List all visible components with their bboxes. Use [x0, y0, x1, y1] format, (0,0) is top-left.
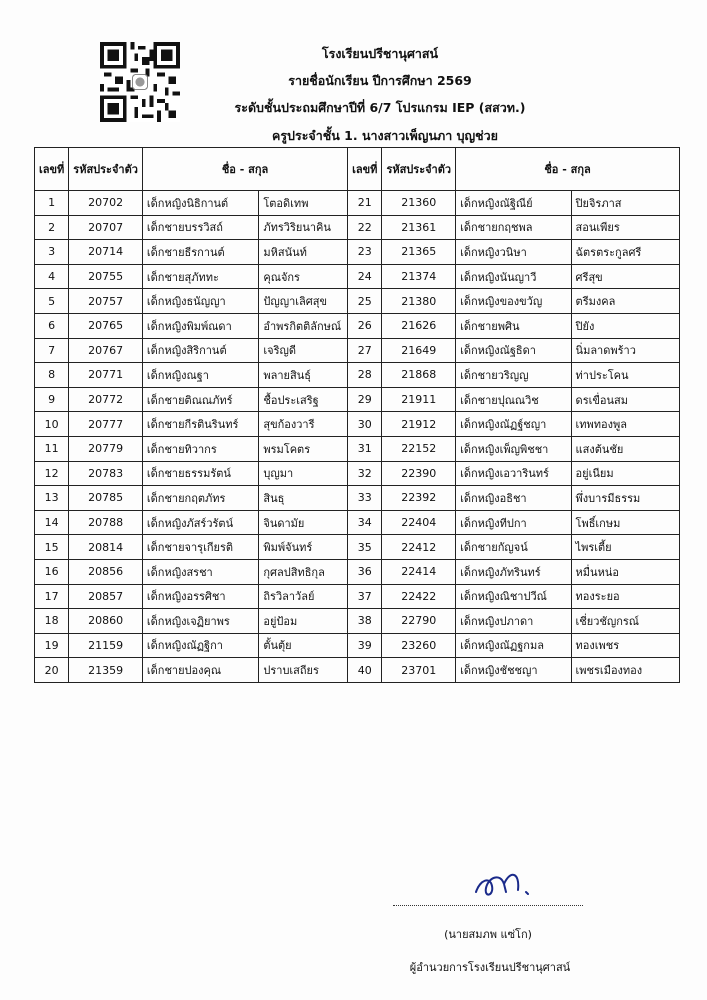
student-code: 20765	[69, 313, 143, 338]
student-number: 16	[35, 559, 69, 584]
student-first-name: เด็กชายสุภัททะ	[142, 264, 258, 289]
student-last-name: จินดามัย	[259, 510, 348, 535]
student-first-name: เด็กหญิงทีปกา	[456, 510, 571, 535]
table-row	[35, 363, 680, 388]
student-last-name: คุณจักร	[259, 264, 348, 289]
student-first-name: เด็กชายปองคุณ	[142, 658, 258, 683]
student-first-name: เด็กชายกีรตินรินทร์	[142, 412, 258, 437]
student-number: 28	[348, 363, 382, 388]
student-first-name: เด็กชายบรรวิสถ์	[142, 215, 258, 240]
student-last-name: ปราบเสถียร	[259, 658, 348, 683]
table-row	[35, 387, 680, 412]
student-number: 12	[35, 461, 69, 486]
student-number: 2	[35, 215, 69, 240]
student-number: 32	[348, 461, 382, 486]
table-row	[35, 535, 680, 560]
student-first-name: เด็กหญิงธนัญญา	[142, 289, 258, 314]
student-number: 11	[35, 436, 69, 461]
table-row	[35, 412, 680, 437]
student-first-name: เด็กชายติณณภัทร์	[142, 387, 258, 412]
student-last-name: กุศลปสิทธิกุล	[259, 559, 348, 584]
student-first-name: เด็กหญิงณัฐธิดา	[456, 338, 571, 363]
student-code: 20779	[69, 436, 143, 461]
student-last-name: อยู่ป้อม	[259, 609, 348, 634]
table-row	[35, 584, 680, 609]
student-first-name: เด็กหญิงณิชาปวีณ์	[456, 584, 571, 609]
student-last-name: ท่าประโคน	[571, 363, 679, 388]
school-name: โรงเรียนปรีชานุศาสน์	[321, 46, 439, 61]
student-number: 20	[35, 658, 69, 683]
class-level: ระดับชั้นประถมศึกษาปีที่ 6/7 โปรแกรม IEP (สสวท.)	[234, 100, 526, 115]
student-first-name: เด็กหญิงของขวัญ	[456, 289, 571, 314]
student-first-name: เด็กหญิงปภาดา	[456, 609, 571, 634]
student-code: 20702	[69, 191, 143, 216]
student-code: 22790	[382, 609, 456, 634]
table-row	[35, 486, 680, 511]
student-code: 22404	[382, 510, 456, 535]
student-code: 21868	[382, 363, 456, 388]
student-first-name: เด็กหญิงณฐา	[142, 363, 258, 388]
student-number: 10	[35, 412, 69, 437]
student-first-name: เด็กหญิงอธิชา	[456, 486, 571, 511]
student-last-name: ปิยจิรภาส	[571, 191, 679, 216]
student-first-name: เด็กหญิงเจฏิยาพร	[142, 609, 258, 634]
student-code: 21911	[382, 387, 456, 412]
student-code: 22422	[382, 584, 456, 609]
student-number: 7	[35, 338, 69, 363]
student-code: 20857	[69, 584, 143, 609]
student-code: 20757	[69, 289, 143, 314]
signatory-name: (นายสมภพ แซ่โก)	[444, 928, 532, 941]
header-code: รหัสประจำตัว	[69, 148, 143, 191]
table-row	[35, 289, 680, 314]
student-number: 6	[35, 313, 69, 338]
table-row	[35, 559, 680, 584]
student-last-name: ฉัตรตระกูลศรี	[571, 240, 679, 265]
table-row	[35, 191, 680, 216]
student-first-name: เด็กชายปุณณวิช	[456, 387, 571, 412]
student-last-name: พรมโคตร	[259, 436, 348, 461]
student-number: 13	[35, 486, 69, 511]
student-number: 22	[348, 215, 382, 240]
student-last-name: บุญมา	[259, 461, 348, 486]
student-number: 19	[35, 633, 69, 658]
student-number: 37	[348, 584, 382, 609]
student-last-name: อำพรกิตติลักษณ์	[259, 313, 348, 338]
header-name: ชื่อ - สกุล	[142, 148, 347, 191]
student-roster-table	[34, 147, 680, 683]
student-code: 20755	[69, 264, 143, 289]
student-last-name: สอนเพียร	[571, 215, 679, 240]
signature-mark	[470, 862, 540, 902]
student-last-name: ชื้อประเสริฐ	[259, 387, 348, 412]
qr-code-icon	[100, 42, 180, 122]
student-last-name: ปิยัง	[571, 313, 679, 338]
student-code: 21361	[382, 215, 456, 240]
student-number: 24	[348, 264, 382, 289]
student-number: 18	[35, 609, 69, 634]
student-first-name: เด็กชายธรรมรัตน์	[142, 461, 258, 486]
student-first-name: เด็กชายกฤชพล	[456, 215, 571, 240]
student-number: 29	[348, 387, 382, 412]
student-first-name: เด็กหญิงเพ็ญพิชชา	[456, 436, 571, 461]
signatory-title: ผู้อำนวยการโรงเรียนปรีชานุศาสน์	[409, 961, 571, 974]
student-code: 20814	[69, 535, 143, 560]
header-no: เลขที่	[348, 148, 382, 191]
header-code: รหัสประจำตัว	[382, 148, 456, 191]
student-number: 27	[348, 338, 382, 363]
table-header-row	[35, 148, 680, 191]
student-last-name: ไพรเตี้ย	[571, 535, 679, 560]
table-row	[35, 658, 680, 683]
student-number: 40	[348, 658, 382, 683]
student-last-name: หมื่นหน่อ	[571, 559, 679, 584]
student-number: 31	[348, 436, 382, 461]
table-row	[35, 609, 680, 634]
student-code: 20707	[69, 215, 143, 240]
student-last-name: สินธุ	[259, 486, 348, 511]
student-first-name: เด็กชายทิวากร	[142, 436, 258, 461]
student-first-name: เด็กหญิงภัทรินทร์	[456, 559, 571, 584]
student-number: 34	[348, 510, 382, 535]
table-row	[35, 461, 680, 486]
student-code: 20785	[69, 486, 143, 511]
student-number: 9	[35, 387, 69, 412]
student-first-name: เด็กหญิงวนิษา	[456, 240, 571, 265]
student-first-name: เด็กหญิงอรรศิชา	[142, 584, 258, 609]
student-last-name: ถิรวิลาวัลย์	[259, 584, 348, 609]
table-row	[35, 264, 680, 289]
student-code: 20767	[69, 338, 143, 363]
student-code: 20714	[69, 240, 143, 265]
student-code: 21649	[382, 338, 456, 363]
student-number: 23	[348, 240, 382, 265]
student-number: 8	[35, 363, 69, 388]
student-last-name: พลายสินธุ์	[259, 363, 348, 388]
student-first-name: เด็กหญิงนิธิกานต์	[142, 191, 258, 216]
student-code: 20860	[69, 609, 143, 634]
student-number: 17	[35, 584, 69, 609]
student-code: 20772	[69, 387, 143, 412]
student-first-name: เด็กชายพศิน	[456, 313, 571, 338]
student-code: 22390	[382, 461, 456, 486]
student-first-name: เด็กชายกัญจน์	[456, 535, 571, 560]
student-number: 26	[348, 313, 382, 338]
student-last-name: นิ่มลาดพร้าว	[571, 338, 679, 363]
student-code: 21912	[382, 412, 456, 437]
signature-line	[393, 905, 583, 906]
table-row	[35, 338, 680, 363]
student-code: 23260	[382, 633, 456, 658]
student-code: 22392	[382, 486, 456, 511]
student-last-name: ปัญญาเลิศสุข	[259, 289, 348, 314]
student-last-name: เพชรเมืองทอง	[571, 658, 679, 683]
student-number: 36	[348, 559, 382, 584]
student-number: 35	[348, 535, 382, 560]
student-first-name: เด็กชายจารุเกียรติ	[142, 535, 258, 560]
student-first-name: เด็กหญิงเอวารินทร์	[456, 461, 571, 486]
student-code: 23701	[382, 658, 456, 683]
student-last-name: ตรีมงคล	[571, 289, 679, 314]
student-code: 21380	[382, 289, 456, 314]
student-number: 30	[348, 412, 382, 437]
student-first-name: เด็กชายกฤตภัทร	[142, 486, 258, 511]
table-row	[35, 215, 680, 240]
student-number: 33	[348, 486, 382, 511]
table-row	[35, 436, 680, 461]
student-last-name: โพธิ์เกษม	[571, 510, 679, 535]
student-code: 21159	[69, 633, 143, 658]
student-code: 20783	[69, 461, 143, 486]
student-number: 38	[348, 609, 382, 634]
student-last-name: พิมพ์จันทร์	[259, 535, 348, 560]
student-number: 4	[35, 264, 69, 289]
student-code: 21359	[69, 658, 143, 683]
student-last-name: เทพทองพูล	[571, 412, 679, 437]
student-last-name: เจริญดี	[259, 338, 348, 363]
student-code: 20777	[69, 412, 143, 437]
table-row	[35, 510, 680, 535]
homeroom-teacher: ครูประจำชั้น 1. นางสาวเพ็ญนภา บุญช่วย	[271, 128, 499, 143]
student-last-name: ทองเพชร	[571, 633, 679, 658]
student-last-name: ตั้นตุ้ย	[259, 633, 348, 658]
student-last-name: สุขก้องวารี	[259, 412, 348, 437]
header-no: เลขที่	[35, 148, 69, 191]
table-row	[35, 313, 680, 338]
student-first-name: เด็กหญิงภัสร์วรัตน์	[142, 510, 258, 535]
student-number: 14	[35, 510, 69, 535]
student-code: 20771	[69, 363, 143, 388]
student-first-name: เด็กชายธีรกานต์	[142, 240, 258, 265]
student-number: 1	[35, 191, 69, 216]
student-first-name: เด็กหญิงสรชา	[142, 559, 258, 584]
student-first-name: เด็กหญิงณัฏฐิกา	[142, 633, 258, 658]
student-number: 15	[35, 535, 69, 560]
student-last-name: แสงต้นชัย	[571, 436, 679, 461]
student-number: 5	[35, 289, 69, 314]
student-number: 39	[348, 633, 382, 658]
student-last-name: ทองระยอ	[571, 584, 679, 609]
student-last-name: ภัทรวิริยนาคิน	[259, 215, 348, 240]
student-number: 25	[348, 289, 382, 314]
student-last-name: เชี่ยวชัญกรณ์	[571, 609, 679, 634]
table-row	[35, 633, 680, 658]
list-title: รายชื่อนักเรียน ปีการศึกษา 2569	[288, 73, 472, 88]
student-first-name: เด็กหญิงณัฏฐ์ชญา	[456, 412, 571, 437]
roster-body	[35, 191, 680, 683]
student-number: 3	[35, 240, 69, 265]
student-code: 22414	[382, 559, 456, 584]
student-first-name: เด็กชายวริญญ	[456, 363, 571, 388]
student-first-name: เด็กหญิงพิมพ์ณดา	[142, 313, 258, 338]
student-first-name: เด็กหญิงชัชชญา	[456, 658, 571, 683]
student-code: 20856	[69, 559, 143, 584]
student-last-name: ดรเขื่อนสม	[571, 387, 679, 412]
student-last-name: ศรีสุข	[571, 264, 679, 289]
table-row	[35, 240, 680, 265]
student-first-name: เด็กหญิงสิริกานต์	[142, 338, 258, 363]
student-first-name: เด็กหญิงณัฏฐกมล	[456, 633, 571, 658]
student-last-name: โตอดิเทพ	[259, 191, 348, 216]
student-code: 21374	[382, 264, 456, 289]
student-code: 21365	[382, 240, 456, 265]
student-last-name: พึ่งบารมีธรรม	[571, 486, 679, 511]
student-first-name: เด็กหญิงนันญาวี	[456, 264, 571, 289]
header-name: ชื่อ - สกุล	[456, 148, 680, 191]
student-code: 20788	[69, 510, 143, 535]
student-code: 21626	[382, 313, 456, 338]
student-code: 21360	[382, 191, 456, 216]
student-first-name: เด็กหญิงณัฐิณีย์	[456, 191, 571, 216]
student-code: 22152	[382, 436, 456, 461]
student-last-name: มหิสนันท์	[259, 240, 348, 265]
student-last-name: อยู่เนียม	[571, 461, 679, 486]
student-code: 22412	[382, 535, 456, 560]
student-number: 21	[348, 191, 382, 216]
